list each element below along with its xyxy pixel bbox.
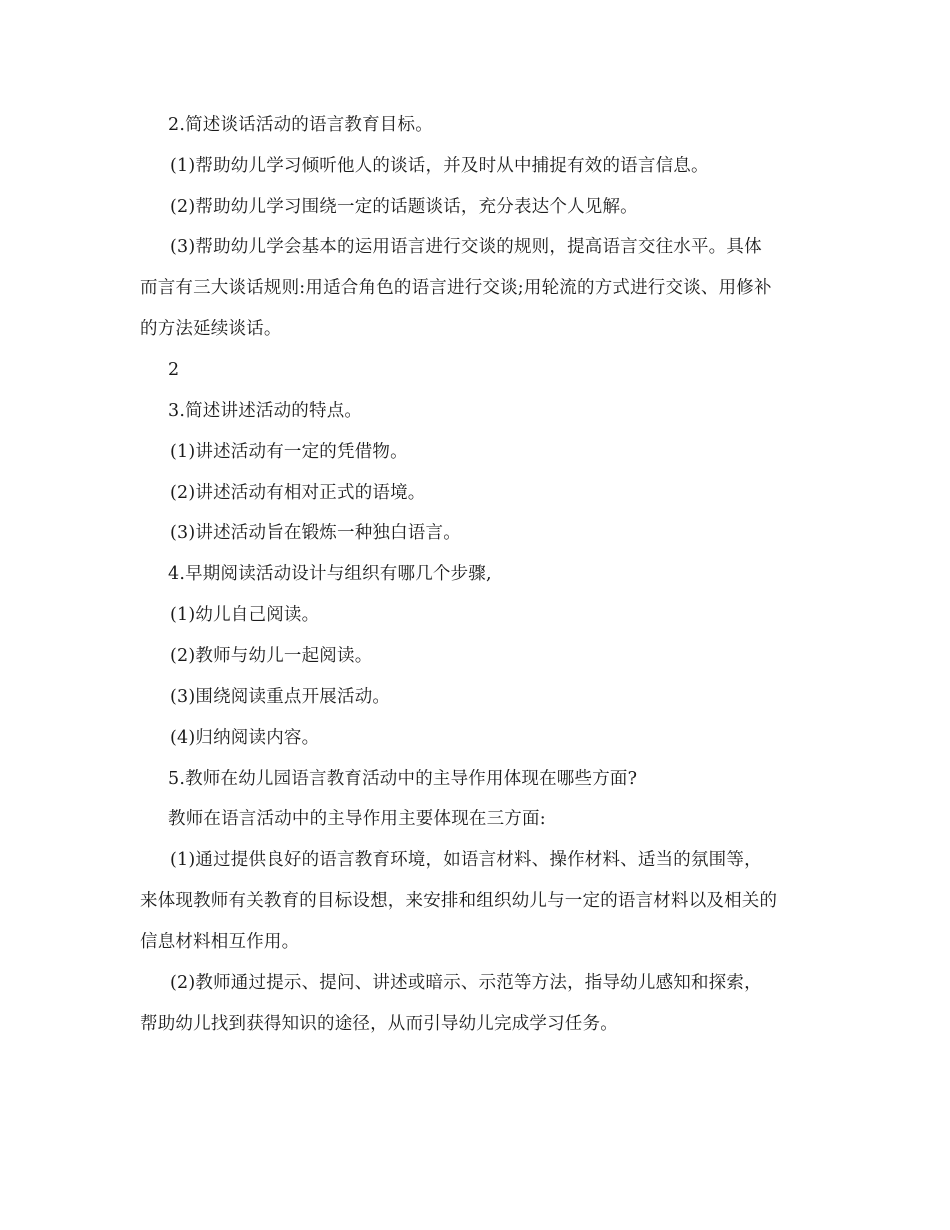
question-5-heading: 5.教师在幼儿园语言教育活动中的主导作用体现在哪些方面? <box>168 769 638 789</box>
answer-5-item-2-line-1: (2)教师通过提示、提问、讲述或暗示、示范等方法，指导幼儿感知和探索， <box>170 973 762 993</box>
answer-3-item-2: (2)讲述活动有相对正式的语境。 <box>170 483 426 503</box>
question-4-heading: 4.早期阅读活动设计与组织有哪几个步骤, <box>168 564 492 584</box>
answer-5-item-2-line-2: 帮助幼儿找到获得知识的途径，从而引导幼儿完成学习任务。 <box>140 1014 618 1034</box>
question-2-heading: 2.简述谈话活动的语言教育目标。 <box>168 115 433 135</box>
answer-4-item-4: (4)归纳阅读内容。 <box>170 728 320 748</box>
answer-2-item-3-line-2: 而言有三大谈话规则:用适合角色的语言进行交谈;用轮流的方式进行交谈、用修补 <box>140 278 772 298</box>
answer-3-item-3: (3)讲述活动旨在锻炼一种独白语言。 <box>170 523 461 543</box>
answer-3-item-1: (1)讲述活动有一定的凭借物。 <box>170 442 408 462</box>
answer-2-item-2: (2)帮助幼儿学习围绕一定的话题谈话，充分表达个人见解。 <box>170 197 638 217</box>
question-3-heading: 3.简述讲述活动的特点。 <box>168 401 363 421</box>
answer-4-item-3: (3)围绕阅读重点开展活动。 <box>170 687 391 707</box>
answer-2-item-1: (1)帮助幼儿学习倾听他人的谈话，并及时从中捕捉有效的语言信息。 <box>170 156 709 176</box>
answer-5-item-1-line-2: 来体现教师有关教育的目标设想，来安排和组织幼儿与一定的语言材料以及相关的 <box>140 891 778 911</box>
page-number: 2 <box>168 360 180 380</box>
answer-5-item-1-line-1: (1)通过提供良好的语言教育环境，如语言材料、操作材料、适当的氛围等， <box>170 850 762 870</box>
answer-2-item-3-line-3: 的方法延续谈话。 <box>140 319 282 339</box>
answer-4-item-2: (2)教师与幼儿一起阅读。 <box>170 646 373 666</box>
answer-4-item-1: (1)幼儿自己阅读。 <box>170 605 320 625</box>
answer-2-item-3-line-1: (3)帮助幼儿学会基本的运用语言进行交谈的规则，提高语言交往水平。具体 <box>170 237 762 257</box>
answer-5-intro: 教师在语言活动中的主导作用主要体现在三方面: <box>168 809 546 829</box>
answer-5-item-1-line-3: 信息材料相互作用。 <box>140 932 300 952</box>
